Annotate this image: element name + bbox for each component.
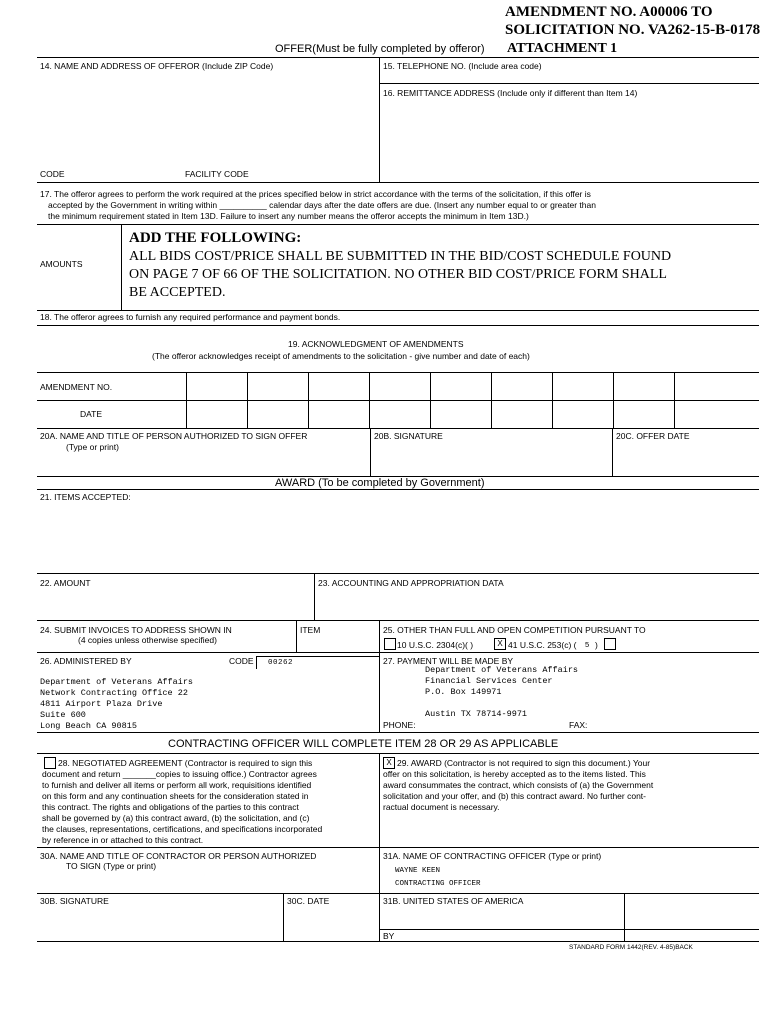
amendment-title-line2: SOLICITATION NO. VA262-15-B-0178 <box>505 22 761 38</box>
item-20a-sublabel: (Type or print) <box>66 442 119 452</box>
contracting-officer-title: CONTRACTING OFFICER WILL COMPLETE ITEM 28 OR 29 AS APPLICABLE <box>168 738 559 750</box>
item-15-label: 15. TELEPHONE NO. (Include area code) <box>383 61 542 71</box>
competition-41usc-close: ) <box>595 640 598 650</box>
facility-code-label: FACILITY CODE <box>185 169 249 179</box>
item-29-line: ractual document is necessary. <box>383 802 500 812</box>
item-20a-label: 20A. NAME AND TITLE OF PERSON AUTHORIZED TO SIGN OFFER <box>40 431 308 441</box>
add-text-line1: ALL BIDS COST/PRICE SHALL BE SUBMITTED IN THE BID/COST SCHEDULE FOUND <box>129 249 672 264</box>
competition-extra-checkbox[interactable] <box>604 638 616 650</box>
payment-address-line: Department of Veterans Affairs <box>425 665 579 675</box>
item-28-line: to furnish and deliver all items or perform all work, requisitions identified <box>42 780 312 790</box>
attachment-label: ATTACHMENT 1 <box>507 41 618 56</box>
add-heading: ADD THE FOLLOWING: <box>129 230 302 246</box>
contracting-officer-title-value: CONTRACTING OFFICER <box>395 880 481 888</box>
item-29-line: solicitation and your offer, and (b) this contract award. No further cont- <box>383 791 647 801</box>
phone-label: PHONE: <box>383 720 416 730</box>
offer-section-title: OFFER(Must be fully completed by offeror) <box>275 43 485 55</box>
item-26-code-label: CODE <box>229 656 254 666</box>
item-24-sublabel: (4 copies unless otherwise specified) <box>78 635 217 645</box>
item-26-label: 26. ADMINISTERED BY <box>40 656 132 666</box>
item-27-label: 27. PAYMENT WILL BE MADE BY <box>383 656 514 666</box>
administered-by-address <box>40 677 193 732</box>
payment-address-line <box>425 698 578 709</box>
amendment-date-label: DATE <box>80 409 103 419</box>
admin-address-line: Suite 600 <box>40 710 86 720</box>
item-30b-label: 30B. SIGNATURE <box>40 896 109 906</box>
contracting-officer-name: WAYNE KEEN <box>395 867 441 875</box>
item-28-line: on this form and any continuation sheets for the consideration stated in <box>42 791 309 801</box>
item-28-line: the clauses, representations, certifications, and specifications incorporated <box>42 824 323 834</box>
admin-address-line: Network Contracting Office 22 <box>40 688 188 698</box>
administered-by-code: 00262 <box>268 659 294 667</box>
amendment-title-line1: AMENDMENT NO. A00006 TO <box>505 4 713 20</box>
item-30a-sublabel: TO SIGN (Type or print) <box>66 861 157 871</box>
item-29-line: offer on this solicitation, is hereby accepted as to the items listed. This <box>383 769 646 779</box>
item-30c-label: 30C. DATE <box>287 896 330 906</box>
fax-label: FAX: <box>569 720 588 730</box>
item-28-line: by reference in or attached to this contract. <box>42 835 204 845</box>
competition-41usc-label: 41 U.S.C. 253(c) ( <box>508 640 577 650</box>
competition-41usc-value: 5 <box>585 640 590 649</box>
add-text-line2: ON PAGE 7 OF 66 OF THE SOLICITATION. NO OTHER BID COST/PRICE FORM SHALL <box>129 267 667 282</box>
code-label: CODE <box>40 169 65 179</box>
item-21-label: 21. ITEMS ACCEPTED: <box>40 492 131 502</box>
payment-address-line: Austin TX 78714-9971 <box>425 709 528 719</box>
item-28-line: shall be governed by (a) this contract award, (b) the solicitation, and (c) <box>42 813 310 823</box>
item-19-subtitle: (The offeror acknowledges receipt of amendments to the solicitation - give number and date of each) <box>152 351 530 361</box>
payment-address <box>425 665 578 720</box>
item-20b-label: 20B. SIGNATURE <box>374 431 443 441</box>
amendment-no-label: AMENDMENT NO. <box>40 382 113 392</box>
form-identifier: STANDARD FORM 1442(REV. 4-85)BACK <box>569 944 693 951</box>
item-30a-label: 30A. NAME AND TITLE OF CONTRACTOR OR PERSON AUTHORIZED <box>40 851 317 861</box>
item-17-text-line3: the minimum requirement stated in Item 13D. Failure to insert any number means the offeror accepts the minimum in Item 13D.) <box>48 211 529 221</box>
award-checkbox[interactable]: X <box>383 757 395 769</box>
item-28-line: document and return _______copies to issuing office.) Contractor agrees <box>42 769 317 779</box>
item-28-line: this contract. The rights and obligations of the parties to this contract <box>42 802 299 812</box>
payment-address-line: P.O. Box 149971 <box>425 687 502 697</box>
item-17-text-line1: 17. The offeror agrees to perform the work required at the prices specified below in strict accordance with the terms of the solicitation, if this offer is <box>40 189 591 199</box>
item-24-label: 24. SUBMIT INVOICES TO ADDRESS SHOWN IN <box>40 625 232 635</box>
item-18-text: 18. The offeror agrees to furnish any required performance and payment bonds. <box>40 312 341 322</box>
item-25-label: 25. OTHER THAN FULL AND OPEN COMPETITION PURSUANT TO <box>383 625 646 635</box>
add-text-line3: BE ACCEPTED. <box>129 285 226 300</box>
admin-address-line: Long Beach CA 90815 <box>40 721 137 731</box>
item-20c-label: 20C. OFFER DATE <box>616 431 690 441</box>
item-31a-label: 31A. NAME OF CONTRACTING OFFICER (Type or print) <box>383 851 602 861</box>
competition-10usc-checkbox[interactable] <box>384 638 396 650</box>
award-section-title: AWARD (To be completed by Government) <box>275 477 485 489</box>
item-17-text-line2: accepted by the Government in writing within __________ calendar days after the date offers are due. (Insert any number equal to or greater than <box>48 200 596 210</box>
item-22-label: 22. AMOUNT <box>40 578 91 588</box>
payment-address-line: Financial Services Center <box>425 676 553 686</box>
item-16-label: 16. REMITTANCE ADDRESS (Include only if different than Item 14) <box>383 88 638 98</box>
item-29-line: award consummates the contract, which consists of (a) the Government <box>383 780 654 790</box>
item-31b-label: 31B. UNITED STATES OF AMERICA <box>383 896 524 906</box>
item-28-line: 28. NEGOTIATED AGREEMENT (Contractor is required to sign this <box>58 758 313 768</box>
item-label: ITEM <box>300 625 321 635</box>
competition-10usc-label: 10 U.S.C. 2304(c)( ) <box>397 640 474 650</box>
admin-address-line: Department of Veterans Affairs <box>40 677 194 687</box>
item-29-line: 29. AWARD (Contractor is not required to sign this document.) Your <box>397 758 651 768</box>
item-28-text <box>42 758 322 846</box>
admin-address-line: 4811 Airport Plaza Drive <box>40 699 163 709</box>
amounts-label: AMOUNTS <box>40 259 83 269</box>
item-19-title: 19. ACKNOWLEDGMENT OF AMENDMENTS <box>288 339 464 349</box>
item-14-label: 14. NAME AND ADDRESS OF OFFEROR (Include ZIP Code) <box>40 61 274 71</box>
by-label: BY <box>383 931 395 941</box>
item-29-text <box>383 758 653 813</box>
competition-41usc-checkbox[interactable]: X <box>494 638 506 650</box>
item-23-label: 23. ACCOUNTING AND APPROPRIATION DATA <box>318 578 504 588</box>
